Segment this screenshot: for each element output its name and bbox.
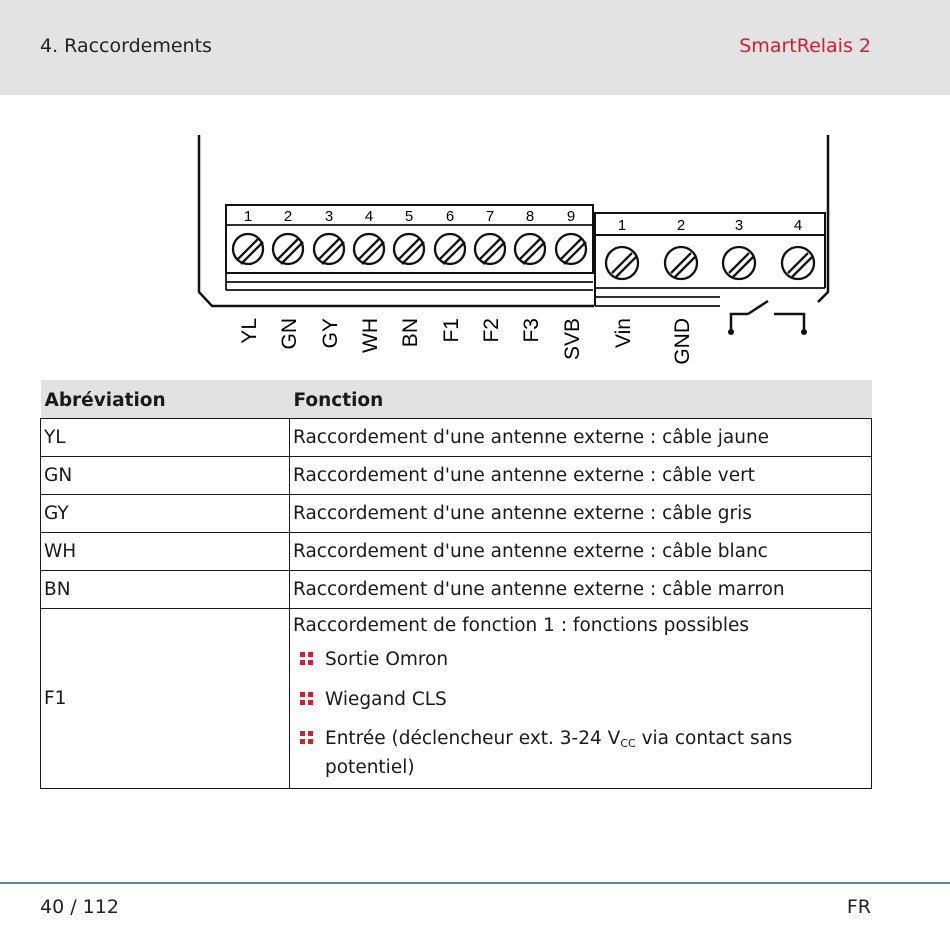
cell-abbreviation: GN bbox=[41, 457, 290, 495]
bullet-square-icon bbox=[300, 731, 313, 744]
terminal-diagram bbox=[0, 0, 950, 380]
cell-function-f1 bbox=[290, 609, 872, 789]
terminal-number: 3 bbox=[734, 217, 744, 234]
wire-label-yl: YL bbox=[238, 318, 261, 344]
column-header-function: Fonction bbox=[290, 380, 872, 419]
terminal-number: 1 bbox=[617, 217, 627, 234]
bullet-square-icon bbox=[300, 692, 313, 705]
wire-label-gnd: GND bbox=[671, 318, 694, 365]
wire-label-f3: F3 bbox=[520, 318, 543, 343]
list-item bbox=[293, 725, 868, 782]
screw-terminal-icons-right bbox=[606, 247, 814, 279]
table-row bbox=[41, 495, 872, 533]
section-title: 4. Raccordements bbox=[40, 35, 212, 57]
table-row-f1 bbox=[41, 609, 872, 789]
column-header-abbreviation: Abréviation bbox=[41, 380, 290, 419]
terminal-number: 1 bbox=[243, 208, 253, 225]
bullet-text: Wiegand CLS bbox=[325, 688, 447, 710]
cell-function: Raccordement d'une antenne externe : câble gris bbox=[290, 495, 872, 533]
right-terminal-block bbox=[595, 213, 825, 235]
terminal-number: 2 bbox=[283, 208, 293, 225]
f1-bullet-list bbox=[293, 646, 868, 783]
page-number: 40 / 112 bbox=[40, 896, 119, 918]
product-name: SmartRelais 2 bbox=[739, 35, 871, 57]
wire-label-vin: Vin bbox=[612, 318, 635, 348]
terminal-number: 2 bbox=[676, 217, 686, 234]
wire-label-wh: WH bbox=[359, 318, 382, 353]
terminal-number: 4 bbox=[364, 208, 374, 225]
wire-label-gn: GN bbox=[278, 318, 301, 350]
relay-contact-icon bbox=[729, 301, 806, 334]
bullet-text: Entrée (déclencheur ext. 3-24 $V_{CC}$ via contact sans potentiel) bbox=[325, 728, 793, 779]
cell-abbreviation: F1 bbox=[41, 609, 290, 789]
terminal-number: 3 bbox=[324, 208, 334, 225]
footer-rule bbox=[0, 882, 950, 884]
terminal-number: 8 bbox=[525, 208, 535, 225]
list-item bbox=[293, 646, 868, 675]
table-row bbox=[41, 419, 872, 457]
terminal-number: 7 bbox=[485, 208, 495, 225]
cell-abbreviation: WH bbox=[41, 533, 290, 571]
terminal-number: 6 bbox=[445, 208, 455, 225]
table-row bbox=[41, 533, 872, 571]
cell-function: Raccordement d'une antenne externe : câble blanc bbox=[290, 533, 872, 571]
cell-abbreviation: GY bbox=[41, 495, 290, 533]
wire-label-f2: F2 bbox=[480, 318, 503, 343]
bullet-square-icon bbox=[300, 652, 313, 665]
cell-function: Raccordement d'une antenne externe : câble marron bbox=[290, 571, 872, 609]
terminal-number: 5 bbox=[404, 208, 414, 225]
table-header-row bbox=[41, 380, 872, 419]
f1-intro: Raccordement de fonction 1 : fonctions possibles bbox=[293, 615, 749, 636]
table-row bbox=[41, 457, 872, 495]
language-code: FR bbox=[846, 896, 871, 918]
cell-abbreviation: YL bbox=[41, 419, 290, 457]
terminal-number: 9 bbox=[566, 208, 576, 225]
wire-label-gy: GY bbox=[319, 318, 342, 349]
screw-terminal-icons bbox=[233, 234, 586, 264]
cell-function: Raccordement d'une antenne externe : câble vert bbox=[290, 457, 872, 495]
terminal-number: 4 bbox=[793, 217, 803, 234]
cell-abbreviation: BN bbox=[41, 571, 290, 609]
wire-label-f1: F1 bbox=[440, 318, 463, 343]
bullet-text: Sortie Omron bbox=[325, 649, 449, 670]
list-item bbox=[293, 686, 868, 715]
table-row bbox=[41, 571, 872, 609]
wire-label-svb: SVB bbox=[561, 318, 584, 361]
cell-function: Raccordement d'une antenne externe : câble jaune bbox=[290, 419, 872, 457]
function-table bbox=[40, 380, 872, 789]
wire-label-bn: BN bbox=[399, 318, 422, 348]
